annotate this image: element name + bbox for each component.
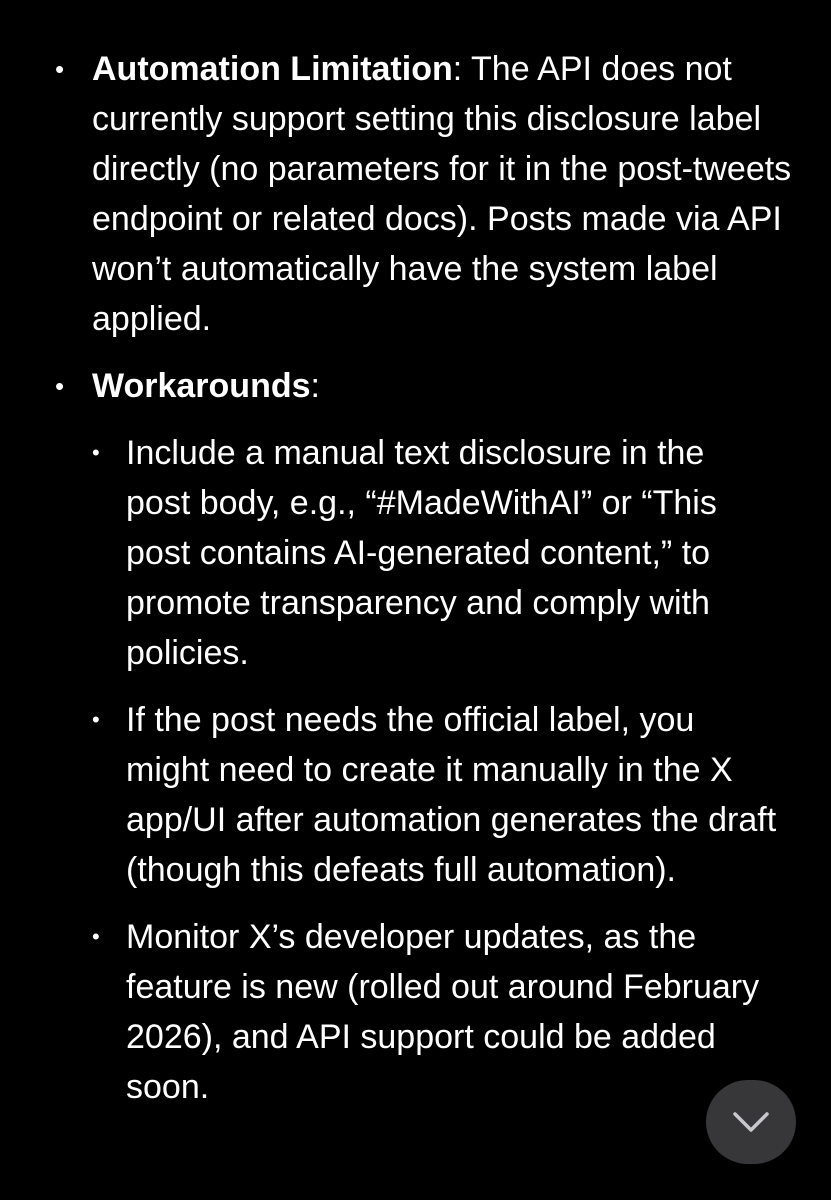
- list-item-automation-limitation: [0, 44, 831, 344]
- workarounds-sub-list: [92, 428, 801, 1112]
- list-item-workarounds: [0, 361, 831, 1112]
- bullet-marker: •: [55, 371, 65, 401]
- sub-item-manual-disclosure: [0, 428, 801, 678]
- main-bullet-list: [0, 44, 831, 1112]
- sub-bullet-marker: •: [92, 440, 100, 465]
- item-title: Automation Limitation: [92, 50, 453, 88]
- sub-bullet-marker: •: [92, 707, 100, 732]
- sub-item-text: If the post needs the official label, you might need to create it manually in the X app/UI after automation generates the draft (though this defeats full automation).: [126, 701, 777, 889]
- sub-item-text: Monitor X’s developer updates, as the feature is new (rolled out around February 2026), and API support could be added soon.: [126, 918, 760, 1106]
- sub-bullet-marker: •: [92, 924, 100, 949]
- scroll-to-bottom-button[interactable]: [706, 1080, 796, 1164]
- chevron-down-icon: [731, 1110, 771, 1134]
- item-body: :: [310, 367, 320, 405]
- item-title: Workarounds: [92, 367, 311, 405]
- sub-item-official-label: [0, 695, 801, 895]
- sub-item-text: Include a manual text disclosure in the post body, e.g., “#MadeWithAI” or “This post contains AI-generated content,” to promote transparency and comply with policies.: [126, 434, 717, 672]
- sub-item-monitor-updates: [0, 912, 801, 1112]
- item-body: : The API does not currently support setting this disclosure label directly (no parameters for it in the post-tweets endpoint or related docs). Posts made via API won’t automatically have the system label applied.: [92, 50, 792, 338]
- bullet-marker: •: [55, 54, 65, 84]
